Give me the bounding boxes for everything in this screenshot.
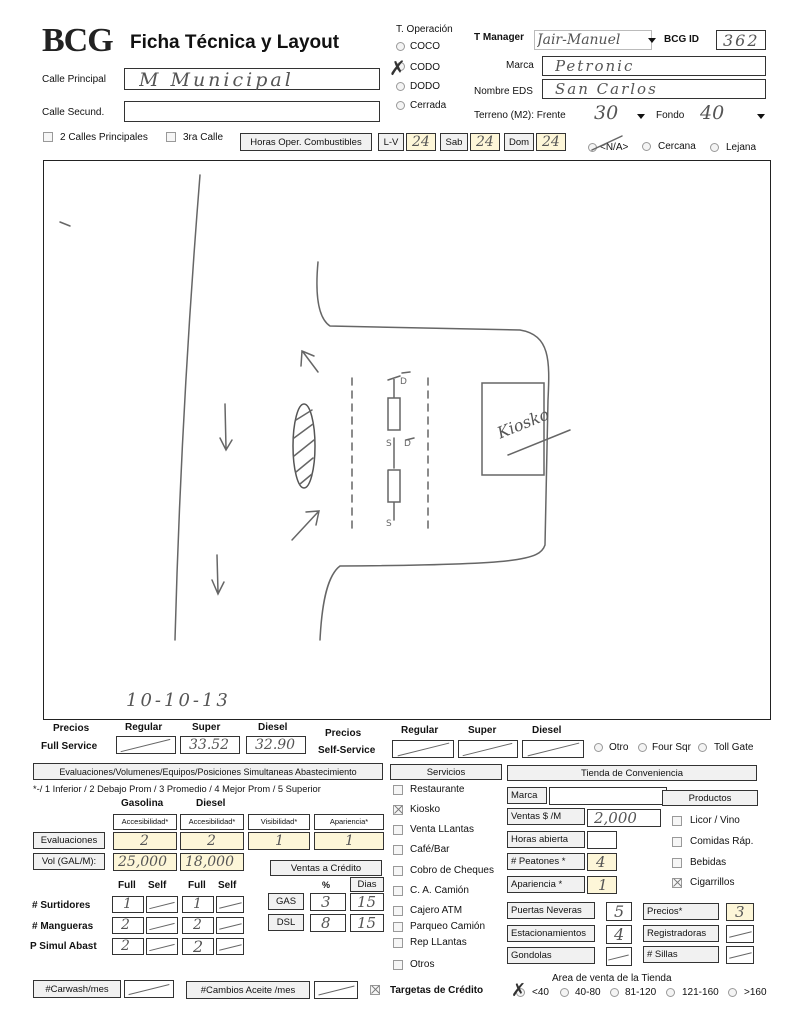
vol-gas-value: 25,000 (118, 854, 167, 870)
sillas-button[interactable]: # Sillas (643, 946, 719, 963)
radio-four-sqr[interactable] (638, 743, 647, 752)
chevron-down-icon[interactable] (648, 38, 656, 43)
t-manager-value: Jair-Manuel (537, 32, 621, 48)
apariencia-value: 1 (598, 876, 608, 894)
area-option-40-80: 40-80 (575, 987, 601, 998)
radio-dodo[interactable] (396, 82, 405, 91)
area-option-121-160: 121-160 (682, 987, 719, 998)
frente-chevron-down-icon[interactable] (637, 114, 645, 119)
registradoras-button[interactable]: Registradoras (643, 925, 719, 942)
eval-field-1[interactable] (113, 832, 177, 850)
dos-calles-checkbox[interactable] (43, 132, 53, 142)
eval-value-1: 2 (140, 833, 149, 849)
dos-calles-label: 2 Calles Principales (60, 132, 148, 143)
fondo-label: Fondo (656, 110, 685, 121)
self-super-header: Super (468, 725, 497, 736)
servicio-otros-label: Otros (410, 959, 435, 970)
servicio-ca-camion-checkbox[interactable] (393, 886, 403, 896)
producto-cigarrillos-checkbox[interactable] (672, 878, 682, 888)
puertas-neveras-value: 5 (614, 902, 625, 921)
servicio-otros-checkbox[interactable] (393, 960, 403, 970)
dias-header: Dias (350, 877, 384, 892)
terreno-label: Terreno (M2): Frente (474, 110, 566, 121)
svg-text:S: S (386, 439, 392, 449)
psimul-label: P Simul Abast (30, 941, 97, 952)
full-diesel-value: 32.90 (255, 737, 296, 753)
svg-text:D: D (400, 377, 407, 387)
radio-coco[interactable] (396, 42, 405, 51)
full-diesel-field[interactable] (246, 736, 306, 754)
servicio-restaurante-label: Restaurante (410, 784, 465, 795)
eval-field-2[interactable] (180, 832, 244, 850)
evaluaciones-button[interactable]: Evaluaciones (33, 832, 105, 849)
gas-pct-value: 3 (321, 893, 331, 911)
t-manager-label: T Manager (474, 32, 525, 43)
psimul-self-gas[interactable] (146, 938, 178, 955)
full-diesel-header: Diesel (258, 722, 288, 733)
dsl-dias-value: 15 (357, 914, 377, 932)
dsl-dias-field[interactable] (350, 914, 384, 932)
layout-sketch-area[interactable] (43, 160, 771, 720)
precios-tienda-field[interactable] (726, 903, 754, 921)
mangueras-full-dsl[interactable] (182, 917, 214, 934)
servicio-rep-llantas-checkbox[interactable] (393, 938, 403, 948)
dsl-pct-value: 8 (321, 914, 331, 932)
gas-dias-field[interactable] (350, 893, 384, 911)
producto-licor-checkbox[interactable] (672, 816, 682, 826)
tarjetas-credito-label: Targetas de Crédito (390, 985, 484, 996)
surtidores-self-dsl[interactable] (216, 896, 244, 913)
surtidores-label: # Surtidores (32, 900, 91, 911)
servicio-venta-llantas-label: Venta LLantas (410, 824, 474, 835)
tarjetas-credito-checkbox[interactable] (370, 985, 380, 995)
eval-value-4: 1 (345, 833, 354, 849)
surtidores-full-dsl-value: 1 (193, 896, 202, 912)
calle-principal-value: M Municipal (139, 69, 294, 91)
marca-field[interactable] (542, 56, 766, 76)
nombre-eds-value: San Carlos (555, 80, 658, 98)
marca-label: Marca (506, 60, 534, 71)
servicio-restaurante-checkbox[interactable] (393, 785, 403, 795)
radio-na[interactable] (588, 143, 597, 152)
peatones-value: 4 (596, 853, 606, 871)
carwash-button[interactable]: #Carwash/mes (33, 980, 121, 998)
peatones-field[interactable] (587, 853, 617, 871)
sab-value: 24 (476, 134, 494, 150)
servicio-cajero-atm-label: Cajero ATM (410, 905, 463, 916)
dsl-pct-field[interactable] (310, 914, 346, 932)
self-regular-header: Regular (401, 725, 439, 736)
self-header-gas: Self (148, 880, 167, 891)
producto-bebidas-label: Bebidas (690, 857, 727, 868)
ventas-tienda-field[interactable] (587, 809, 661, 827)
psimul-self-dsl[interactable] (216, 938, 244, 955)
precios-self-label-2: Self-Service (318, 745, 376, 756)
svg-text:S: S (386, 519, 392, 529)
gas-dias-value: 15 (357, 893, 377, 911)
self-diesel-header: Diesel (532, 725, 562, 736)
bcg-logo: BCG (42, 22, 113, 59)
fondo-value: 40 (700, 102, 725, 124)
tercera-calle-label: 3ra Calle (183, 132, 224, 143)
mangueras-label: # Mangueras (32, 921, 94, 932)
option-four-sqr: Four Sqr (652, 742, 691, 753)
radio-area-81-120[interactable] (610, 988, 619, 997)
servicio-cafe-bar-checkbox[interactable] (393, 845, 403, 855)
producto-comidas-label: Comidas Ráp. (690, 836, 754, 847)
marca-value: Petronic (555, 57, 635, 75)
puertas-neveras-field[interactable] (606, 902, 632, 921)
mangueras-full-gas-value: 2 (121, 917, 130, 933)
dom-value: 24 (542, 134, 560, 150)
frente-value: 30 (594, 102, 619, 124)
pct-label: % (322, 880, 331, 890)
gondolas-field[interactable] (606, 947, 632, 966)
puertas-neveras-button[interactable]: Puertas Neveras (507, 902, 595, 919)
servicio-ca-camion-label: C. A. Camión (410, 885, 469, 896)
radio-toll-gate[interactable] (698, 743, 707, 752)
apariencia-field[interactable] (587, 876, 617, 894)
codo-x-mark: ✗ (389, 56, 406, 80)
svg-text:D: D (404, 439, 411, 449)
area-lt40-mark: ✗ (511, 980, 527, 1000)
radio-lejana[interactable] (710, 143, 719, 152)
precios-full-label-2: Full Service (41, 741, 98, 752)
calle-secund-field[interactable] (124, 101, 380, 122)
precios-self-label-1: Precios (325, 728, 362, 739)
apariencia-button[interactable]: Apariencia * (507, 876, 585, 893)
nombre-eds-field[interactable] (542, 79, 766, 99)
dom-field[interactable] (536, 133, 566, 151)
estacionamientos-value: 4 (614, 925, 625, 944)
precios-tienda-button[interactable]: Precios* (643, 903, 719, 920)
gas-pct-field[interactable] (310, 893, 346, 911)
surtidores-full-gas[interactable] (112, 896, 144, 913)
option-toll-gate: Toll Gate (714, 742, 754, 753)
bcg-id-label: BCG ID (664, 34, 699, 45)
servicios-header: Servicios (390, 764, 502, 780)
ventas-tienda-value: 2,000 (594, 809, 637, 827)
lv-value: 24 (412, 134, 430, 150)
mangueras-full-gas[interactable] (112, 917, 144, 934)
estacionamientos-field[interactable] (606, 925, 632, 944)
col-header-apariencia: Apariencia* (314, 814, 384, 830)
radio-area-gt160[interactable] (728, 988, 737, 997)
sillas-field[interactable] (726, 946, 754, 964)
radio-cerrada[interactable] (396, 101, 405, 110)
self-super-field[interactable] (458, 740, 518, 758)
fondo-chevron-down-icon[interactable] (757, 114, 765, 119)
calle-principal-label: Calle Principal (42, 74, 106, 85)
precios-tienda-value: 3 (735, 903, 745, 921)
cambios-aceite-field[interactable] (314, 981, 358, 999)
diesel-eval-label: Diesel (196, 798, 226, 809)
producto-licor-label: Licor / Vino (690, 815, 740, 826)
lv-button[interactable]: L-V (378, 133, 404, 151)
calle-principal-field[interactable] (124, 68, 380, 90)
operacion-option-codo: CODO (410, 62, 440, 73)
peatones-button[interactable]: # Peatones * (507, 853, 585, 870)
full-header-dsl: Full (188, 880, 206, 891)
form-title: Ficha Técnica y Layout (130, 32, 340, 53)
radio-otro[interactable] (594, 743, 603, 752)
psimul-full-dsl[interactable] (182, 938, 214, 955)
tienda-header: Tienda de Conveniencia (507, 765, 757, 781)
proximity-cercana: Cercana (658, 141, 696, 152)
surtidores-full-dsl[interactable] (182, 896, 214, 913)
vol-dsl-field[interactable] (180, 853, 244, 871)
sab-field[interactable] (470, 133, 500, 151)
psimul-full-dsl-value: 2 (193, 937, 204, 956)
radio-cercana[interactable] (642, 142, 651, 151)
full-regular-header: Regular (125, 722, 163, 733)
option-otro: Otro (609, 742, 629, 753)
t-manager-field[interactable] (534, 30, 652, 50)
horas-abierta-button[interactable]: Horas abierta (507, 831, 585, 848)
producto-comidas-checkbox[interactable] (672, 837, 682, 847)
eval-value-2: 2 (207, 833, 216, 849)
full-super-header: Super (192, 722, 221, 733)
servicio-cobro-cheques-checkbox[interactable] (393, 866, 403, 876)
surtidores-full-gas-value: 1 (123, 896, 132, 912)
evaluaciones-scale: *-/ 1 Inferior / 2 Debajo Prom / 3 Promedio / 4 Mejor Prom / 5 Superior (33, 784, 321, 794)
surtidores-self-gas[interactable] (146, 896, 178, 913)
self-regular-field[interactable] (392, 740, 454, 758)
full-regular-field[interactable] (116, 736, 176, 754)
productos-header: Productos (662, 790, 758, 806)
radio-area-40-80[interactable] (560, 988, 569, 997)
operacion-option-cerrada: Cerrada (410, 100, 447, 111)
eval-value-3: 1 (275, 833, 284, 849)
horas-abierta-field[interactable] (587, 831, 617, 849)
col-header-accesibilidad-dsl: Accesibilidad* (180, 814, 244, 830)
psimul-full-gas[interactable] (112, 938, 144, 955)
servicio-kiosko-label: Kiosko (410, 804, 441, 815)
proximity-na: <N/A> (600, 142, 629, 153)
mangueras-full-dsl-value: 2 (193, 917, 202, 933)
registradoras-field[interactable] (726, 925, 754, 943)
ventas-credito-header: Ventas a Crédito (270, 860, 382, 876)
calle-secund-label: Calle Secund. (42, 107, 105, 118)
self-header-dsl: Self (218, 880, 237, 891)
servicio-cajero-atm-checkbox[interactable] (393, 906, 403, 916)
operacion-title: T. Operación (396, 24, 453, 35)
mangueras-self-dsl[interactable] (216, 917, 244, 934)
precios-full-label-1: Precios (53, 723, 90, 734)
proximity-lejana: Lejana (726, 142, 757, 153)
area-option-81-120: 81-120 (625, 987, 657, 998)
tercera-calle-checkbox[interactable] (166, 132, 176, 142)
mangueras-self-gas[interactable] (146, 917, 178, 934)
dom-button[interactable]: Dom (504, 133, 534, 151)
producto-bebidas-checkbox[interactable] (672, 858, 682, 868)
vol-dsl-value: 18,000 (185, 854, 234, 870)
self-diesel-field[interactable] (522, 740, 584, 758)
full-super-value: 33.52 (189, 737, 230, 753)
tienda-marca-field[interactable] (549, 787, 667, 805)
vol-button[interactable]: Vol (GAL/M): (33, 853, 105, 870)
gasolina-label: Gasolina (121, 798, 164, 809)
vol-gas-field[interactable] (113, 853, 177, 871)
servicio-parqueo-camion-checkbox[interactable] (393, 922, 403, 932)
psimul-full-gas-value: 2 (121, 938, 130, 954)
tienda-marca-button[interactable]: Marca (507, 787, 547, 804)
kiosk-sketch-label: Kiosko (494, 404, 552, 443)
full-super-field[interactable] (180, 736, 240, 754)
evaluaciones-header: Evaluaciones/Volumenes/Equipos/Posiciones Simultaneas Abastecimiento (33, 763, 383, 780)
operacion-option-dodo: DODO (410, 81, 440, 92)
area-venta-label: Area de venta de la Tienda (552, 973, 672, 984)
dsl-credito-button[interactable]: DSL (268, 914, 304, 931)
sab-button[interactable]: Sab (440, 133, 468, 151)
full-header-gas: Full (118, 880, 136, 891)
eval-field-3[interactable] (248, 832, 310, 850)
estacionamientos-button[interactable]: Estacionamientos (507, 925, 595, 942)
carwash-field[interactable] (124, 980, 174, 998)
operacion-option-coco: COCO (410, 41, 440, 52)
servicio-cafe-bar-label: Café/Bar (410, 844, 450, 855)
servicio-kiosko-checkbox[interactable] (393, 805, 403, 815)
servicio-venta-llantas-checkbox[interactable] (393, 825, 403, 835)
producto-cigarrillos-label: Cigarrillos (690, 877, 735, 888)
gas-credito-button[interactable]: GAS (268, 893, 304, 910)
bcg-id-field[interactable] (716, 30, 766, 50)
servicio-parqueo-camion-label: Parqueo Camión (410, 921, 486, 932)
eval-field-4[interactable] (314, 832, 384, 850)
col-header-visibilidad: Visibilidad* (248, 814, 310, 830)
nombre-eds-label: Nombre EDS (474, 86, 533, 97)
ventas-tienda-button[interactable]: Ventas $ /M (507, 808, 585, 825)
area-option-gt160: >160 (744, 987, 767, 998)
cambios-aceite-button[interactable]: #Cambios Aceite /mes (186, 981, 310, 999)
horas-oper-button[interactable]: Horas Oper. Combustibles (240, 133, 372, 151)
servicio-cobro-cheques-label: Cobro de Cheques (410, 865, 494, 876)
area-option-lt40: <40 (532, 987, 549, 998)
radio-area-121-160[interactable] (666, 988, 675, 997)
sketch-date: 10-10-13 (126, 690, 231, 711)
lv-field[interactable] (406, 133, 436, 151)
col-header-accesibilidad-gas: Accesibilidad* (113, 814, 177, 830)
bcg-id-value: 362 (723, 31, 760, 50)
servicio-rep-llantas-label: Rep LLantas (410, 937, 467, 948)
gondolas-button[interactable]: Gondolas (507, 947, 595, 964)
